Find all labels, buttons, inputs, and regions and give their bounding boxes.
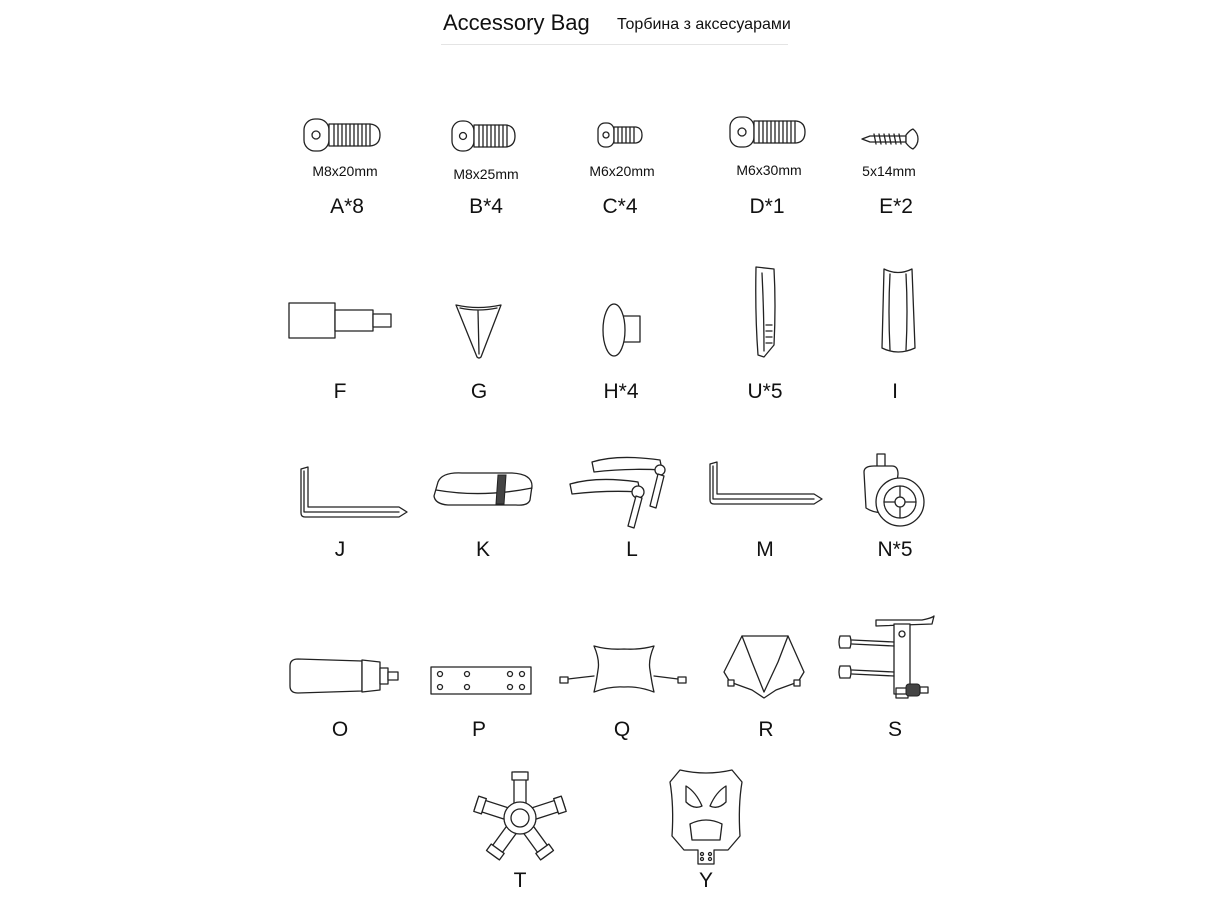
part-size: M8x20mm — [312, 163, 378, 179]
bolt-icon — [304, 118, 384, 152]
page-subtitle: Торбина з аксесуарами — [617, 16, 791, 33]
part-label: N*5 — [877, 538, 913, 561]
backrest-frame-icon — [666, 766, 746, 866]
part-label: U*5 — [747, 380, 783, 403]
clip-icon — [752, 265, 782, 360]
part-label: P — [471, 718, 487, 741]
bolt-icon — [598, 122, 644, 148]
part-label: G — [470, 380, 488, 403]
cover-icon — [878, 266, 918, 356]
part-label: E*2 — [879, 195, 913, 218]
headrest-pillow-icon — [558, 640, 690, 698]
backrest-cover-icon — [722, 634, 806, 700]
part-label: K — [475, 538, 491, 561]
part-label: R — [758, 718, 774, 741]
part-size: M6x30mm — [736, 162, 802, 178]
plug-icon — [602, 302, 642, 358]
part-label: S — [887, 718, 903, 741]
allen-key-icon — [299, 465, 411, 521]
part-label: D*1 — [749, 195, 785, 218]
part-size: M8x25mm — [453, 166, 519, 182]
part-label: T — [513, 869, 527, 892]
seat-cushion-icon — [432, 470, 536, 508]
caster-wheel-icon — [858, 452, 940, 530]
part-label: Y — [698, 869, 714, 892]
part-label: L — [626, 538, 638, 561]
part-label: M — [756, 538, 774, 561]
armrests-icon — [568, 452, 676, 534]
bolt-icon — [730, 116, 808, 148]
wedge-icon — [455, 302, 503, 360]
part-label: F — [333, 380, 347, 403]
part-label: I — [892, 380, 898, 403]
screw-icon — [860, 127, 920, 151]
part-label: B*4 — [469, 195, 503, 218]
part-size: M6x20mm — [589, 163, 655, 179]
part-label: O — [331, 718, 349, 741]
header-divider — [441, 44, 788, 45]
part-label: A*8 — [330, 195, 364, 218]
bolt-icon — [452, 120, 518, 152]
part-label: C*4 — [602, 195, 638, 218]
tilt-mechanism-icon — [836, 612, 938, 706]
part-label: J — [334, 538, 346, 561]
part-label: H*4 — [603, 380, 639, 403]
part-size: 5x14mm — [862, 163, 916, 179]
gas-lift-icon — [288, 656, 402, 696]
part-label: Q — [613, 718, 631, 741]
allen-key-icon — [708, 460, 826, 510]
page-title: Accessory Bag — [443, 10, 590, 35]
five-star-base-icon — [472, 770, 568, 864]
mounting-plate-icon — [430, 666, 534, 696]
adapter-icon — [288, 302, 394, 340]
